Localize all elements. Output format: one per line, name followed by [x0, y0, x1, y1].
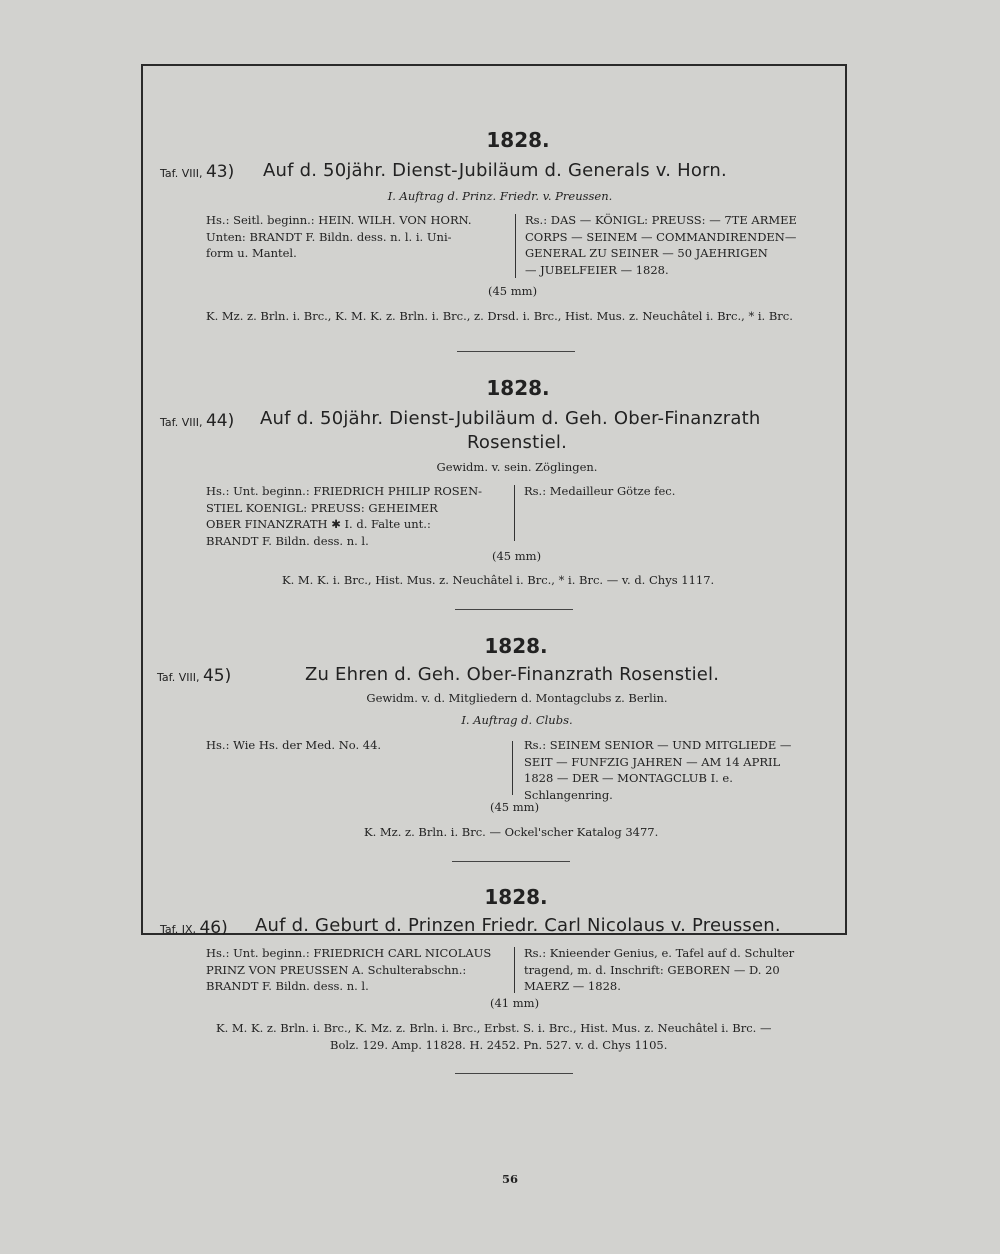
separator — [452, 861, 570, 862]
entry-year: 1828. — [484, 885, 548, 909]
entry-year: 1828. — [486, 128, 550, 152]
column-divider — [512, 741, 513, 795]
reverse-description: Rs.: Knieender Genius, e. Tafel auf d. Schulter tragend, m. d. Inschrift: GEBOREN — D. 20 MAERZ — 1828. — [524, 946, 795, 993]
medal-size: (41 mm) — [490, 996, 540, 1010]
entry-title: Auf d. 50jähr. Dienst-Jubiläum d. Geh. Ober-Finanzrath — [260, 408, 761, 429]
collection-references: K. M. K. i. Brc., Hist. Mus. z. Neuchâtel i. Brc., * i. Brc. — v. d. Chys 1117. — [282, 573, 715, 587]
column-divider — [514, 947, 515, 993]
obverse-description: Hs.: Unt. beginn.: FRIEDRICH PHILIP ROSEN- STIEL KOENIGL: PREUSS: GEHEIMER OBER FINANZRATH ✱ I. d. Falte unt.: BRANDT F. Bildn. dess. n. l. — [206, 484, 483, 548]
separator — [455, 1073, 573, 1074]
entry-subtitle: Gewidm. v. sein. Zöglingen. — [436, 460, 598, 474]
reverse-description: Rs.: DAS — KÖNIGL: PREUSS: — 7TE ARMEE CORPS — SEINEM — COMMANDIRENDEN— GENERAL ZU SEINER — 50 JAEHRIGEN — JUBELFEIER — 1828. — [525, 213, 797, 277]
separator — [455, 609, 573, 610]
separator — [457, 351, 575, 352]
entry-title: Auf d. Geburt d. Prinzen Friedr. Carl Nicolaus v. Preussen. — [255, 915, 781, 936]
reverse-description: Rs.: SEINEM SENIOR — UND MITGLIEDE — SEIT — FUNFZIG JAHREN — AM 14 APRIL 1828 — DER — MONTAGCLUB I. e. Schlangenring. — [524, 738, 792, 802]
page-number: 56 — [501, 1172, 518, 1186]
entry-year: 1828. — [486, 376, 550, 400]
entry-commission: I. Auftrag d. Clubs. — [461, 713, 573, 727]
medal-size: (45 mm) — [488, 284, 538, 298]
entry-year: 1828. — [484, 634, 548, 658]
reverse-description: Rs.: Medailleur Götze fec. — [524, 484, 676, 498]
entry-subtitle: Gewidm. v. d. Mitgliedern d. Montagclubs z. Berlin. — [366, 691, 668, 705]
entry-title: Zu Ehren d. Geh. Ober-Finanzrath Rosenstiel. — [305, 664, 720, 685]
plate-reference: Taf. IX, 46) — [160, 918, 228, 938]
entry-subtitle: I. Auftrag d. Prinz. Friedr. v. Preussen. — [387, 189, 613, 203]
collection-references: K. Mz. z. Brln. i. Brc., K. M. K. z. Brln. i. Brc., z. Drsd. i. Brc., Hist. Mus. z. Neuchâtel i. Brc., * i. Brc. — [206, 309, 793, 323]
plate-reference: Taf. VIII, 45) — [157, 666, 232, 686]
entry-title-continued: Rosenstiel. — [466, 432, 567, 453]
obverse-description: Hs.: Seitl. beginn.: HEIN. WILH. VON HORN. Unten: BRANDT F. Bildn. dess. n. l. i. Uni- form u. Mantel. — [206, 213, 472, 260]
column-divider — [514, 485, 515, 541]
entry-title: Auf d. 50jähr. Dienst-Jubiläum d. Generals v. Horn. — [263, 160, 727, 181]
medal-size: (45 mm) — [492, 549, 542, 563]
obverse-description: Hs.: Unt. beginn.: FRIEDRICH CARL NICOLAUS PRINZ VON PREUSSEN A. Schulterabschn.: BRANDT F. Bildn. dess. n. l. — [206, 946, 492, 993]
obverse-description: Hs.: Wie Hs. der Med. No. 44. — [206, 738, 382, 752]
column-divider — [515, 214, 516, 278]
medal-size: (45 mm) — [490, 800, 540, 814]
plate-reference: Taf. VIII, 44) — [160, 411, 235, 431]
collection-references: K. M. K. z. Brln. i. Brc., K. Mz. z. Brln. i. Brc., Erbst. S. i. Brc., Hist. Mus. z. Neuchâtel i. Brc. — — [216, 1021, 772, 1035]
collection-references: K. Mz. z. Brln. i. Brc. — Ockel'scher Katalog 3477. — [364, 825, 659, 839]
plate-reference: Taf. VIII, 43) — [160, 162, 235, 182]
collection-references-continued: Bolz. 129. Amp. 11828. H. 2452. Pn. 527. v. d. Chys 1105. — [330, 1038, 668, 1052]
